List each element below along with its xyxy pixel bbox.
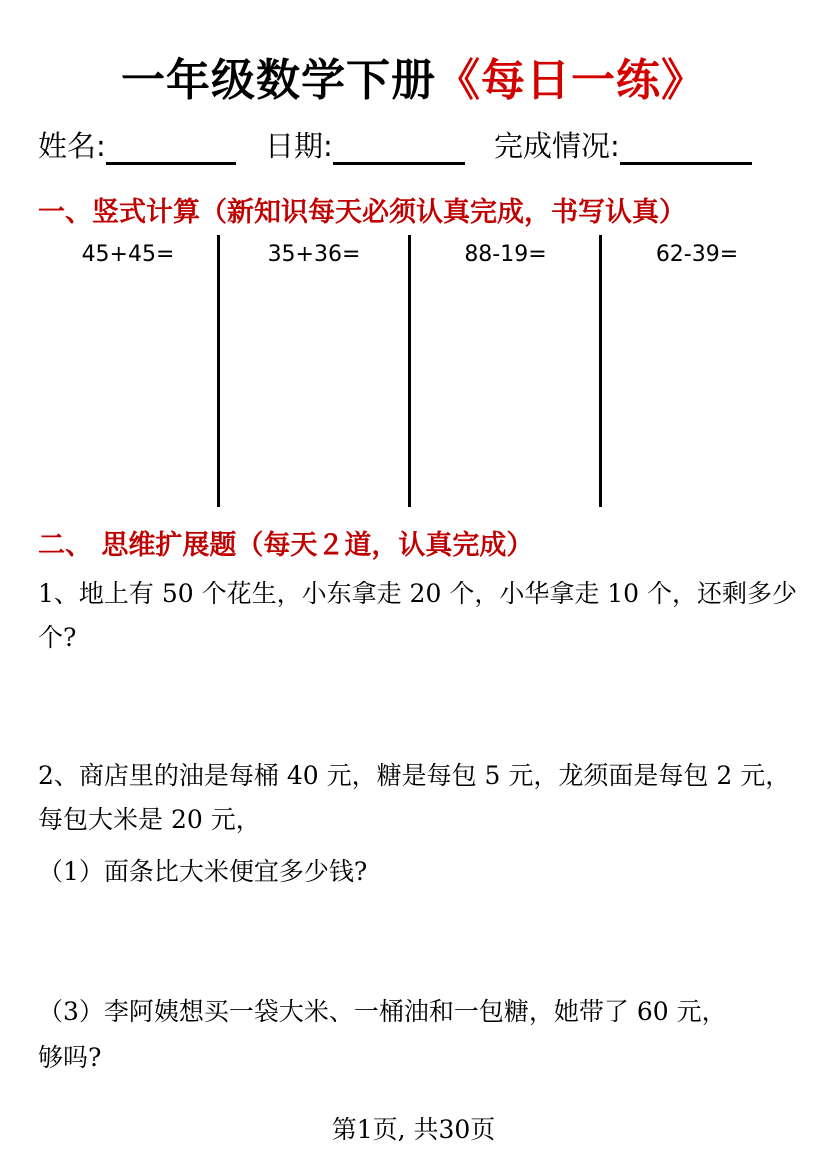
question-2-part-3-line2: 够吗?: [38, 1043, 102, 1072]
status-label: 完成情况:: [494, 129, 620, 163]
title-main: 一年级数学下册: [121, 55, 436, 106]
calc-problem-1: 45+45=: [81, 242, 175, 267]
date-blank[interactable]: [333, 132, 465, 165]
status-field[interactable]: [494, 124, 752, 165]
status-blank[interactable]: [620, 132, 752, 165]
calc-problem-2: 35+36=: [267, 242, 361, 267]
column-divider-2: [408, 235, 411, 507]
section2-title: 二、 思维扩展题（每天２道，认真完成）: [38, 530, 534, 561]
question-1: 1、地上有 50 个花生，小东拿走 20 个，小华拿走 10 个，还剩多少个?: [38, 579, 798, 652]
name-blank[interactable]: [106, 132, 236, 165]
name-field[interactable]: [38, 124, 236, 165]
name-label: 姓名:: [38, 129, 106, 163]
student-info-row: [38, 124, 798, 165]
page-title: [0, 44, 827, 108]
column-divider-1: [217, 235, 220, 507]
question-2-part-3-line1: （3）李阿姨想买一袋大米、一桶油和一包糖，她带了 60 元，: [38, 997, 727, 1026]
date-field[interactable]: [265, 124, 465, 165]
column-divider-3: [599, 235, 602, 507]
date-label: 日期:: [265, 129, 333, 163]
calc-problem-4: 62-39=: [655, 242, 739, 267]
calc-problem-3: 88-19=: [464, 242, 547, 267]
question-2: 2、商店里的油是每桶 40 元，糖是每包 5 元，龙须面是每包 2 元，每包大米是 20 元，: [38, 761, 791, 834]
question-2-part-1: （1）面条比大米便宜多少钱?: [38, 857, 368, 886]
section1-title: 一、竖式计算（新知识每天必须认真完成，书写认真）: [38, 197, 686, 228]
title-highlight: 《每日一练》: [436, 55, 706, 106]
page-number-footer: 第1页, 共30页: [331, 1115, 496, 1144]
